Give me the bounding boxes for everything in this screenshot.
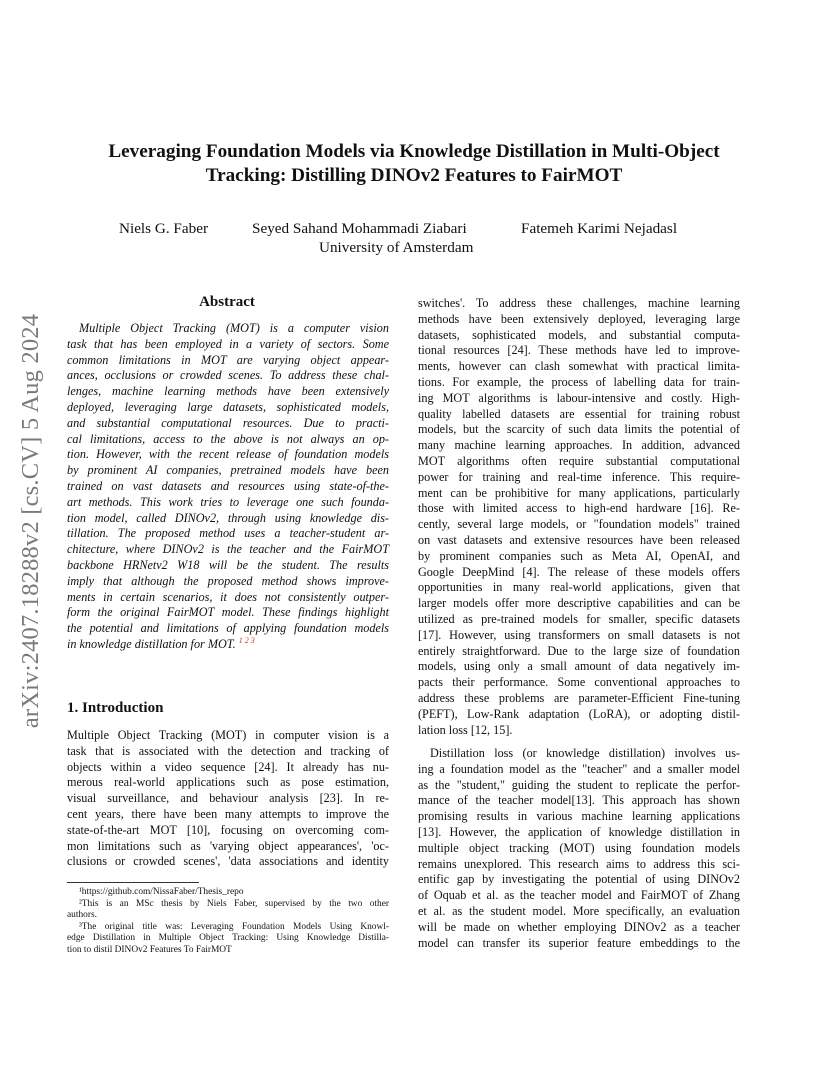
body-line: of Oquab et al. as the teacher model and FairMOT of Zhang xyxy=(418,888,740,903)
abstract-line: lenges, machine learning methods have been extensively xyxy=(67,384,389,399)
body-line: entirely straightforward. Due to the large size of foundation xyxy=(418,643,740,658)
intro-line: merous real-world applications such as pose estimation, xyxy=(67,775,389,790)
abstract-line: art methods. This work tries to leverage one such founda- xyxy=(67,494,389,509)
body-line: opportunities in many real-world applications, given that xyxy=(418,580,740,595)
body-line: lation loss [12, 15]. xyxy=(418,722,513,737)
body-line: promising results in various machine learning applications xyxy=(418,809,740,824)
abstract-line: backbone HRNetv2 W18 will be the student. The results xyxy=(67,557,389,572)
abstract-line: ments in certain scenarios, it does not consistently outper- xyxy=(67,589,389,604)
body-line: models, using only a small amount of data negatively im- xyxy=(418,659,740,674)
body-line: utilized as pre-trained models for smaller, specific datasets xyxy=(418,611,740,626)
body-line: many machine learning approaches. In addition, advanced xyxy=(418,438,740,453)
footnote-line: ²This is an MSc thesis by Niels Faber, supervised by the two other xyxy=(79,898,389,909)
intro-line: state-of-the-art MOT [10], focusing on overcoming com- xyxy=(67,822,389,837)
body-line: as the "student," guiding the student to replicate the perfor- xyxy=(418,777,740,792)
footnote-line: ³The original title was: Leveraging Foundation Models Using Knowl- xyxy=(79,921,389,932)
body-line: (PEFT), Low-Rank adaptation (LoRA), or adopting distil- xyxy=(418,706,740,721)
body-line: will be made on whether employing DINOv2 as a teacher xyxy=(418,919,740,934)
body-line: mance of the teacher model[13]. This approach has shown xyxy=(418,793,740,808)
author-name: Seyed Sahand Mohammadi Ziabari xyxy=(252,220,467,237)
body-line: power for training and real-time inference. This require- xyxy=(418,469,740,484)
right-column-para1 xyxy=(418,296,740,738)
title-line: Tracking: Distilling DINOv2 Features to FairMOT xyxy=(205,165,623,186)
author-affiliation: University of Amsterdam xyxy=(319,239,474,256)
abstract-body xyxy=(67,321,389,653)
body-line: ing MOT algorithms is labour-intensive and costly. High- xyxy=(418,390,740,405)
abstract-line: in knowledge distillation for MOT. xyxy=(67,636,236,651)
footnotes xyxy=(67,887,389,957)
abstract-last-line xyxy=(67,637,389,653)
intro-line: objects within a video sequence [24]. It already has nu- xyxy=(67,759,389,774)
abstract-line: and substantial computational resources. Due to practi- xyxy=(67,415,389,430)
footnote-line: edge Distillation in Multiple Object Tracking: Using Knowledge Distilla- xyxy=(67,933,389,944)
body-line: remains unexplored. This research aims to address this sci- xyxy=(418,856,740,871)
intro-line: visual surveillance, and behaviour analysis [23]. In re- xyxy=(67,791,389,806)
title-line: Leveraging Foundation Models via Knowledge Distillation in Multi-Object xyxy=(108,141,720,162)
body-line: methods have been extensively deployed, leveraging large xyxy=(418,311,740,326)
footnote-markers[interactable]: 1 2 3 xyxy=(238,635,255,645)
abstract-line: chitecture, where DINOv2 is the teacher and the FairMOT xyxy=(67,542,389,557)
body-line: multiple object tracking (MOT) using foundation models xyxy=(418,840,740,855)
body-line: tional resources [24]. These methods have led to improve- xyxy=(418,343,740,358)
abstract-line: the potential and limitations of applying foundation models xyxy=(67,621,389,636)
body-line: quality labelled datasets are essential for training robust xyxy=(418,406,740,421)
body-line: by prominent companies such as Meta AI, OpenAI, and xyxy=(418,548,740,563)
intro-line: mon limitations such as 'varying object appearances', 'oc- xyxy=(67,838,389,853)
abstract-line: task that has been employed in a variety of sectors. Some xyxy=(67,336,389,351)
footnote-divider xyxy=(67,882,199,883)
abstract-line: common limitations in MOT are varying object appear- xyxy=(67,352,389,367)
abstract-line: trained on vast datasets and resources using state-of-the- xyxy=(67,478,389,493)
body-line: datasets, sophisticated models, and substantial computa- xyxy=(418,327,740,342)
abstract-line: Multiple Object Tracking (MOT) is a computer vision xyxy=(79,321,389,335)
body-line: model can transfer its superior feature embeddings to the xyxy=(418,935,740,950)
abstract-line: deployed, leveraging large datasets, sophisticated models, xyxy=(67,399,389,414)
introduction-body xyxy=(67,728,389,870)
abstract-line: tion model, called DINOv2, through using knowledge dis- xyxy=(67,510,389,525)
body-line: entific gap by investigating the potential of using DINOv2 xyxy=(418,872,740,887)
footnote-line: authors. xyxy=(67,910,97,921)
right-column-para2 xyxy=(418,746,740,951)
intro-line: cent years, there have been many attempts to improve the xyxy=(67,806,389,821)
abstract-line: form the original FairMOT model. These findings highlight xyxy=(67,605,389,620)
body-line: those with limited access to high-end hardware [16]. Re- xyxy=(418,501,740,516)
body-line: models, but the scarcity of such data limits the potential of xyxy=(418,422,740,437)
intro-line: Multiple Object Tracking (MOT) in computer vision is a xyxy=(67,728,389,742)
intro-line: clusions or crowded scenes', 'data associations and identity xyxy=(67,854,389,869)
body-line: address these problems are parameter-Efficient Fine-tuning xyxy=(418,690,740,705)
body-line: larger models offer more descriptive capabilities and can be xyxy=(418,596,740,611)
footnote-line: tion to distil DINOv2 Features To FairMOT xyxy=(67,944,232,955)
paper-title xyxy=(60,140,768,188)
body-line: Google DeepMind [4]. The release of these models offers xyxy=(418,564,740,579)
body-line: MOT algorithms often require substantial computational xyxy=(418,453,740,468)
body-line: et al. as the student model. More specifically, an evaluation xyxy=(418,903,740,918)
author-name: Fatemeh Karimi Nejadasl xyxy=(521,220,678,237)
abstract-line: imply that although the proposed method shows improve- xyxy=(67,573,389,588)
body-line: ment can be prohibitive for many applications, particularly xyxy=(418,485,740,500)
body-line: switches'. To address these challenges, machine learning xyxy=(418,296,740,310)
body-line: cently, several large models, or "foundation models" trained xyxy=(418,517,740,532)
abstract-line: by prominent AI companies, pretrained models have been xyxy=(67,463,389,478)
body-line: ments, however can clash somewhat with practical limita- xyxy=(418,359,740,374)
section-heading-introduction: 1. Introduction xyxy=(67,700,164,716)
abstract-line: cal limitations, access to the above is not always an op- xyxy=(67,431,389,446)
abstract-line: tion. However, with the recent release of foundation models xyxy=(67,447,389,462)
body-line: [17]. However, using transformers on small datasets is not xyxy=(418,627,740,642)
body-line: tions. For example, the process of labelling data for train- xyxy=(418,374,740,389)
body-line: Distillation loss (or knowledge distillation) involves us- xyxy=(430,746,740,760)
abstract-line: ances, occlusions or crowded scenes. To address these chal- xyxy=(67,368,389,383)
abstract-line: tillation. The proposed method uses a teacher-student ar- xyxy=(67,526,389,541)
arxiv-sidebar xyxy=(14,286,48,756)
footnote-line[interactable]: ¹https://github.com/NissaFaber/Thesis_repo xyxy=(79,887,244,897)
body-line: ing a foundation model as the "teacher" and a smaller model xyxy=(418,761,740,776)
arxiv-identifier: arXiv:2407.18288v2 [cs.CV] 5 Aug 2024 xyxy=(17,313,44,729)
body-line: on vast datasets and extensive resources have been released xyxy=(418,532,740,547)
body-line: [13]. However, the application of knowledge distillation in xyxy=(418,824,740,839)
abstract-heading: Abstract xyxy=(199,294,255,310)
body-line: pacts their performance. Some conventional approaches to xyxy=(418,675,740,690)
intro-line: task that is associated with the detection and tracking of xyxy=(67,743,389,758)
author-name: Niels G. Faber xyxy=(119,220,208,237)
